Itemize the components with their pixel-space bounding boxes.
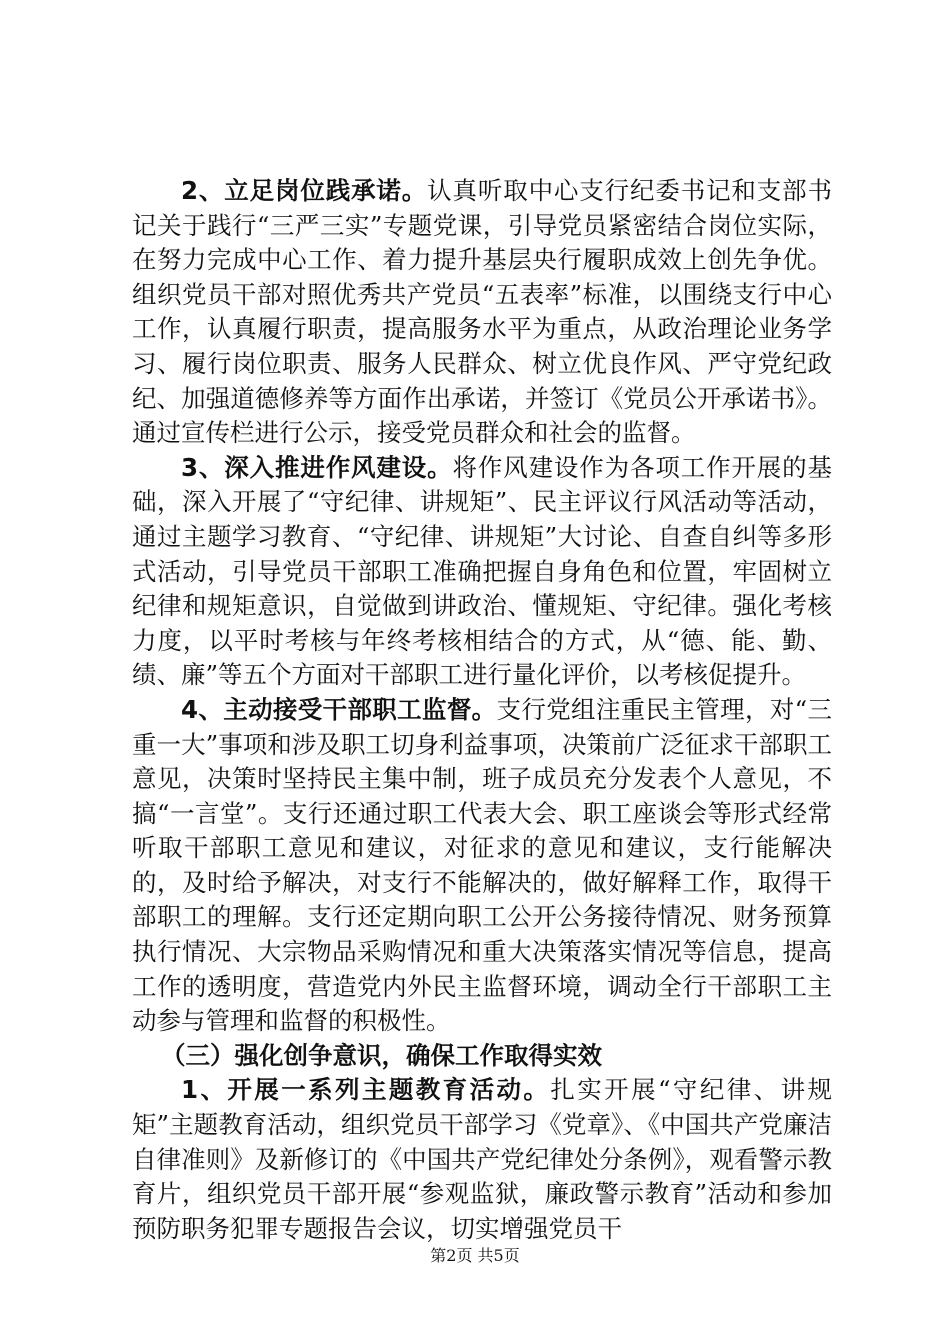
page-number-footer: 第2页 共5页 (430, 1246, 520, 1265)
paragraph-text: 支行党组注重民主管理，对“三重一大”事项和涉及职工切身利益事项，决策前广泛征求干部职工意见，决策时坚持民主集中制，班子成员充分发表个人意见，不搞“一言堂”。支行还通过职工代表大会、职工座谈会等形式经常听取干部职工意见和建议，对征求的意见和建议，支行能解决的，及时给予解决，对支行不能解决的，做好解释工作，取得干部职工的理解。支行还定期向职工公开公务接待情况、财务预算执行情况、大宗物品采购情况和重大决策落实情况等信息，提高工作的透明度，营造党内外民主监督环境，调动全行干部职工主动参与管理和监督的积极性。 (132, 694, 833, 1036)
paragraph-text: 将作风建设作为各项工作开展的基础，深入开展了“守纪律、讲规矩”、民主评议行风活动等活动，通过主题学习教育、“守纪律、讲规矩”大讨论、自查自纠等多形式活动，引导党员干部职工准确把握自身角色和位置，牢固树立纪律和规矩意识，自觉做到讲政治、懂规矩、守纪律。强化考核力度，以平时考核与年终考核相结合的方式，从“德、能、勤、绩、廉”等五个方面对干部职工进行量化评价，以考核促提升。 (132, 452, 833, 690)
paragraph-lead: 3、深入推进作风建设。 (181, 452, 453, 482)
paragraph-lead: 2、立足岗位践承诺。 (181, 176, 428, 205)
paragraph-work-style (132, 451, 832, 693)
document-body (132, 174, 832, 1246)
paragraph-education (132, 1073, 832, 1246)
paragraph-text: 扎实开展“守纪律、讲规矩”主题教育活动，组织党员干部学习《党章》、《中国共产党廉洁自律准则》及新修订的《中国共产党纪律处分条例》，观看警示教育片，组织党员干部开展“参观监狱，廉政警示教育”活动和参加预防职务犯罪专题报告会议，切实增强党员干 (132, 1075, 833, 1243)
section-heading: （三）强化创争意识，确保工作取得实效 (161, 1040, 602, 1070)
paragraph-text: 认真听取中心支行纪委书记和支部书记关于践行“三严三实”专题党课，引导党员紧密结合岗位实际，在努力完成中心工作、着力提升基层央行履职成效上创先争优。组织党员干部对照优秀共产党员“五表率”标准，以围绕支行中心工作，认真履行职责，提高服务水平为重点，从政治理论业务学习、履行岗位职责、服务人民群众、树立优良作风、严守党纪政纪、加强道德修养等方面作出承诺，并签订《党员公开承诺书》。通过宣传栏进行公示，接受党员群众和社会的监督。 (132, 176, 833, 448)
paragraph-lead: 1、开展一系列主题教育活动。 (181, 1075, 551, 1105)
paragraph-supervision (132, 693, 832, 1039)
paragraph-commitment (132, 174, 832, 451)
paragraph-lead: 4、主动接受干部职工监督。 (181, 694, 497, 724)
